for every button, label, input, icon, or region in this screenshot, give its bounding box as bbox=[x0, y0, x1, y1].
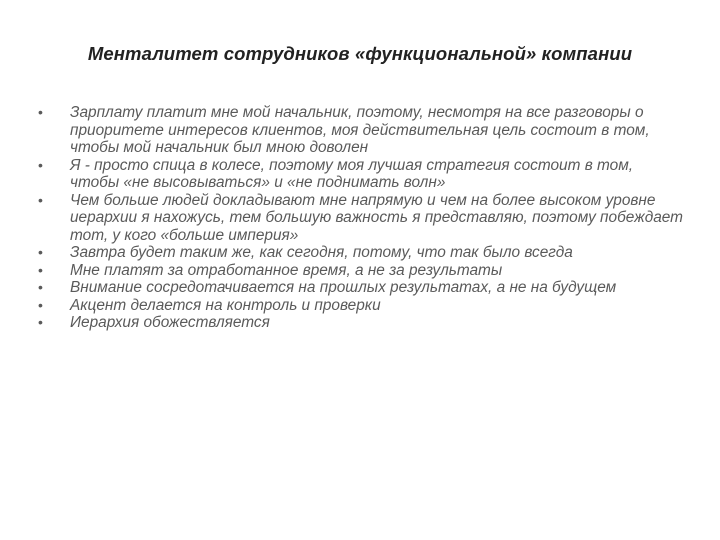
bullet-icon: • bbox=[38, 156, 43, 173]
bullet-list bbox=[36, 104, 686, 332]
bullet-text: Чем больше людей докладывают мне напрямую и чем на более высоком уровне иерархии я нахожусь, тем большую важность я представляю, поэтому побеждает тот, у кого «больше империя» bbox=[70, 191, 683, 244]
list-item bbox=[36, 297, 686, 315]
bullet-text: Внимание сосредотачивается на прошлых результатах, а не на будущем bbox=[70, 279, 617, 296]
list-item bbox=[36, 104, 686, 157]
bullet-text: Зарплату платит мне мой начальник, поэтому, несмотря на все разговоры о приоритете интересов клиентов, моя действительная цель состоит в том, чтобы мой начальник был мною доволен bbox=[70, 104, 650, 156]
bullet-icon: • bbox=[38, 314, 43, 330]
list-item bbox=[36, 314, 686, 332]
list-item bbox=[36, 157, 686, 192]
list-item bbox=[36, 262, 686, 280]
bullet-text: Иерархия обожествляется bbox=[70, 314, 270, 331]
bullet-text: Завтра будет таким же, как сегодня, потому, что так было всегда bbox=[70, 244, 573, 261]
bullet-text: Акцент делается на контроль и проверки bbox=[70, 296, 381, 314]
bullet-text: Я - просто спица в колесе, поэтому моя лучшая стратегия состоит в том, чтобы «не высовываться» и «не поднимать волн» bbox=[70, 156, 634, 191]
bullet-icon: • bbox=[38, 279, 43, 295]
list-item bbox=[36, 279, 686, 297]
bullet-icon: • bbox=[38, 261, 43, 278]
bullet-icon: • bbox=[38, 191, 43, 208]
list-item bbox=[36, 192, 686, 245]
bullet-icon: • bbox=[38, 244, 43, 260]
slide-title: Менталитет сотрудников «функциональной» компании bbox=[87, 43, 633, 64]
bullet-text: Мне платят за отработанное время, а не за результаты bbox=[70, 261, 503, 279]
list-item bbox=[36, 244, 686, 262]
bullet-icon: • bbox=[38, 296, 43, 313]
bullet-icon: • bbox=[38, 104, 43, 120]
